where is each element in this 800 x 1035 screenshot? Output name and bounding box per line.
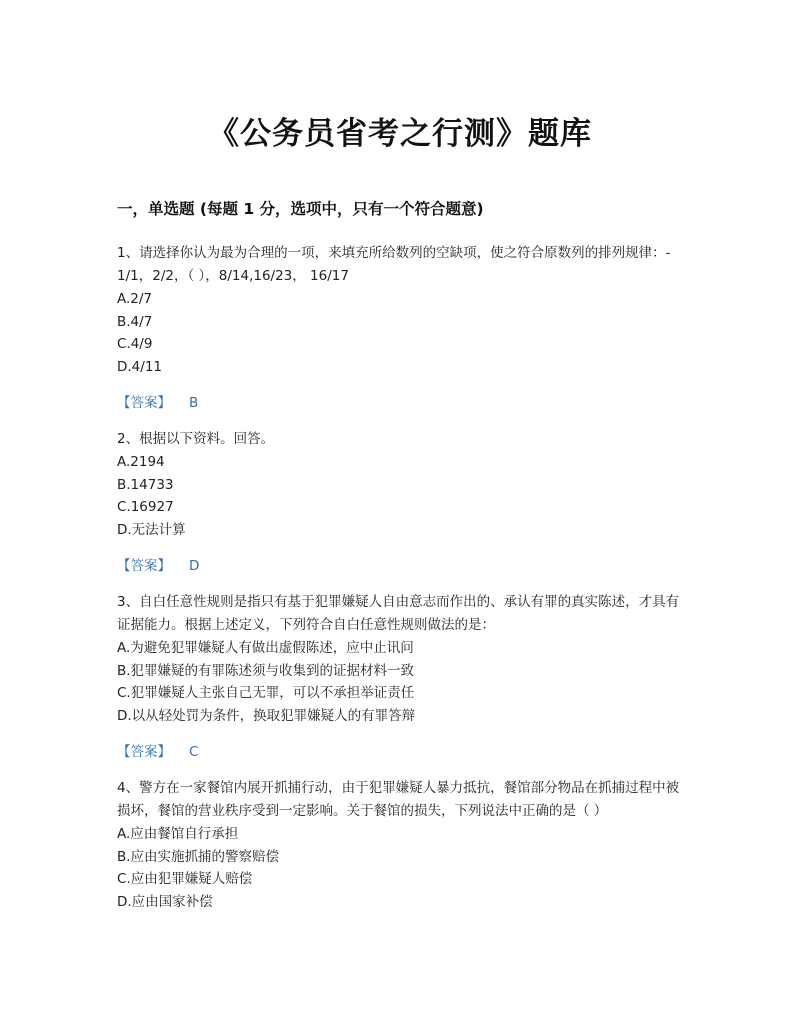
option-d: D.应由国家补偿 [117,893,213,910]
option-a: A.2/7 [117,291,153,307]
option-d: D.4/11 [117,358,163,375]
option-c: C.应由犯罪嫌疑人赔偿 [117,871,253,887]
option-b: B.4/7 [117,313,153,330]
section-heading: 一，单选题 (每题 1 分，选项中，只有一个符合题意) [117,200,484,218]
option-list [117,288,683,378]
question-2 [117,428,683,577]
document-title: 《公务员省考之行测》题库 [208,116,592,152]
option-list [117,637,683,727]
answer-value: B [189,395,199,411]
answer-label: 【答案】 [117,395,171,411]
answer-value: D [189,558,200,574]
option-c: C.犯罪嫌疑人主张自己无罪，可以不承担举证责任 [117,685,415,701]
option-b: B.14733 [117,476,174,493]
question-stem: 3、自白任意性规则是指只有基于犯罪嫌疑人自由意志而作出的、承认有罪的真实陈述，才具有证据能力。根据上述定义，下列符合自白任意性规则做法的是： [117,594,680,633]
answer-line [117,741,683,763]
option-b: B.犯罪嫌疑的有罪陈述须与收集到的证据材料一致 [117,662,415,679]
question-4 [117,777,683,913]
question-stem: 2、根据以下资料。回答。 [117,431,275,447]
option-b: B.应由实施抓捕的警察赔偿 [117,848,280,865]
option-d: D.以从轻处罚为条件，换取犯罪嫌疑人的有罪答辩 [117,707,416,724]
question-stem: 1、请选择你认为最为合理的一项，来填充所给数列的空缺项，使之符合原数列的排列规律：-1/1，2/2，（ ），8/14,16/23， 16/17 [117,245,671,284]
option-a: A.为避免犯罪嫌疑人有做出虚假陈述，应中止讯问 [117,640,414,656]
option-c: C.4/9 [117,336,153,352]
question-3 [117,591,683,763]
question-list [117,242,683,913]
answer-line [117,555,683,577]
question-1 [117,242,683,414]
answer-line [117,392,683,414]
option-d: D.无法计算 [117,521,186,538]
answer-label: 【答案】 [117,744,171,760]
answer-value: C [189,744,199,760]
question-stem: 4、警方在一家餐馆内展开抓捕行动，由于犯罪嫌疑人暴力抵抗，餐馆部分物品在抓捕过程中被损坏，餐馆的营业秩序受到一定影响。关于餐馆的损失，下列说法中正确的是（ ） [117,780,680,819]
option-a: A.2194 [117,454,165,470]
option-list [117,823,683,913]
option-c: C.16927 [117,499,174,515]
option-a: A.应由餐馆自行承担 [117,826,239,842]
option-list [117,451,683,541]
answer-label: 【答案】 [117,558,171,574]
